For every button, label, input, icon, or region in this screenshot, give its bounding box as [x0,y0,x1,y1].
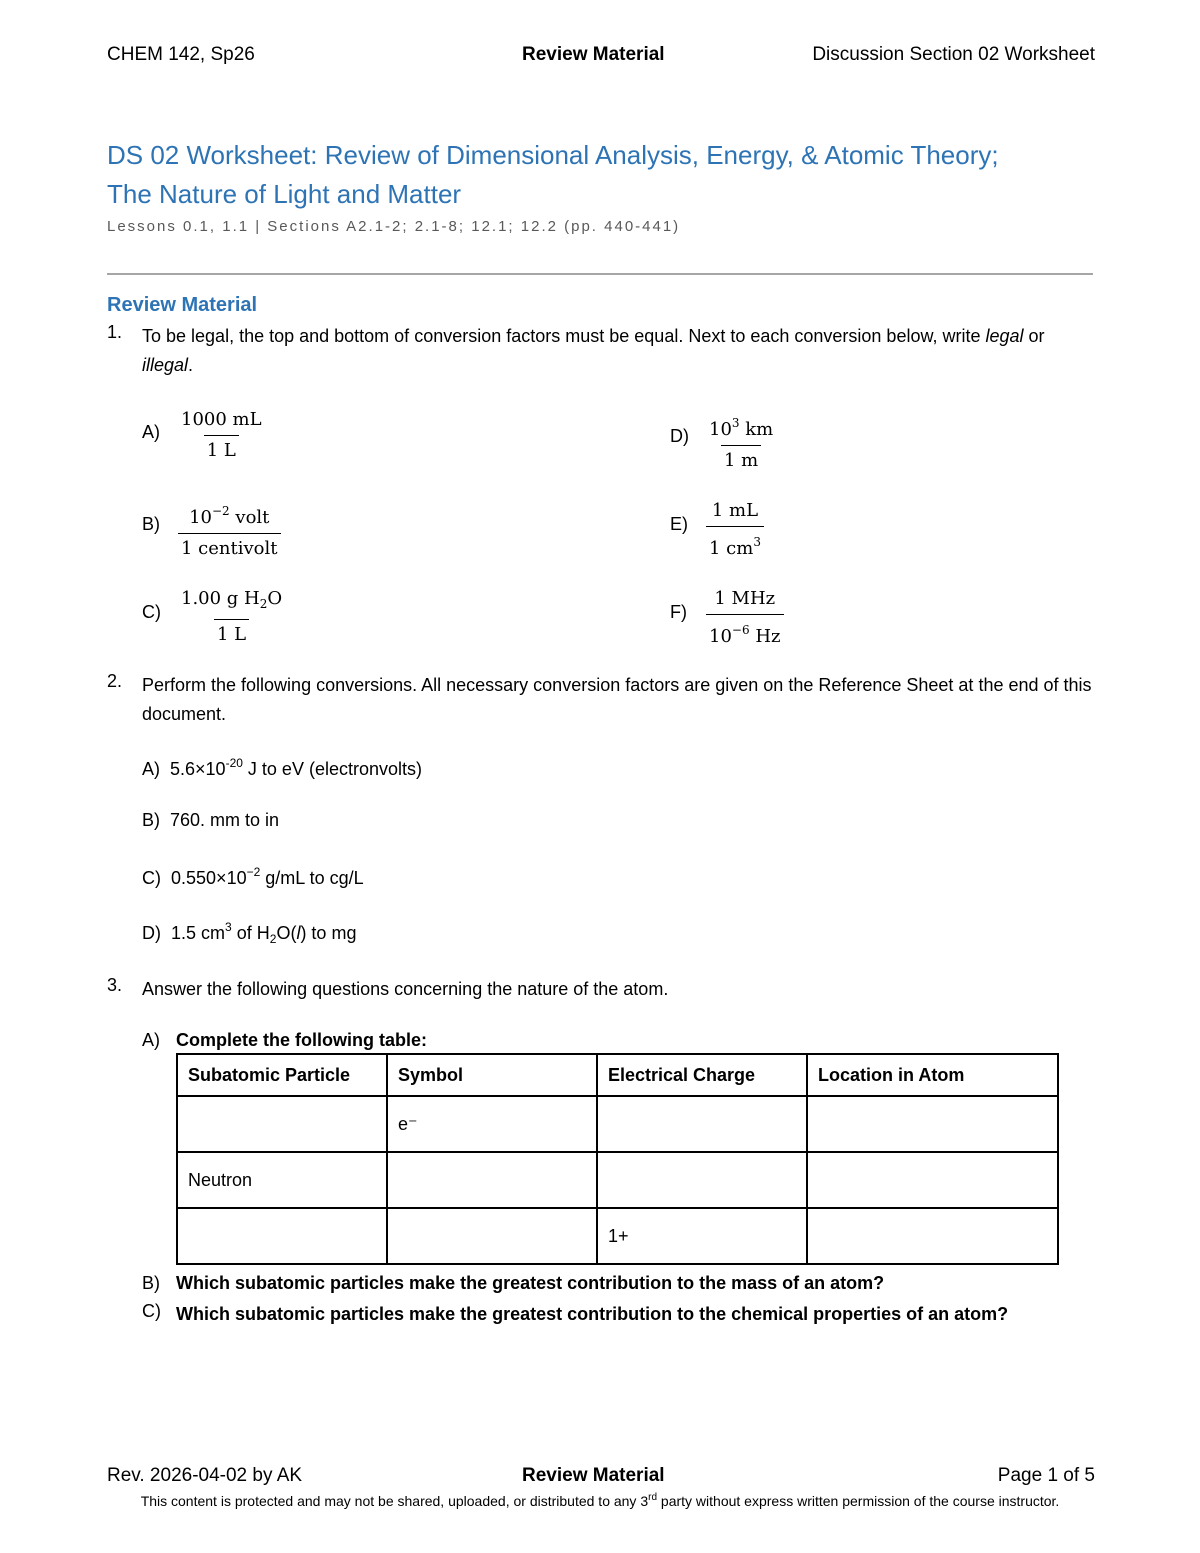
q1d-denominator: 1 m [721,445,761,476]
table-header-cell: Subatomic Particle [177,1054,387,1096]
q1a-numerator: 1000 mL [181,409,262,430]
q1e-numerator: 1 mL [711,500,759,521]
q1b-denominator: 1 centivolt [178,533,281,564]
q1b-fraction [178,496,281,564]
header-worksheet: Discussion Section 02 Worksheet [812,44,1095,65]
page-title-line1: DS 02 Worksheet: Review of Dimensional Analysis, Energy, & Atomic Theory; [107,140,999,170]
q3a-label: A) [142,1030,160,1050]
q1d-label: D) [670,426,689,446]
copyright-notice: This content is protected and may not be shared, uploaded, or distributed to any 3rd party without express written permission of the course instructor. [140,1492,1060,1509]
q1d-fraction [706,408,776,476]
q1e-label: E) [670,514,688,534]
table-cell[interactable] [387,1208,597,1264]
q3b-label: B) [142,1273,160,1293]
q1e-denominator: 1 $cm^3$ [706,526,764,564]
table-row [177,1152,1058,1208]
q3c-label: C) [142,1301,161,1321]
table-header-cell: Location in Atom [807,1054,1058,1096]
q1b-numerator: $10^{-2}$ volt [189,504,270,528]
table-header-cell: Electrical Charge [597,1054,807,1096]
table-cell[interactable] [387,1152,597,1208]
table-cell[interactable] [177,1208,387,1264]
table-cell[interactable]: e⁻ [387,1096,597,1152]
table-row [177,1096,1058,1152]
q1-number: 1. [107,322,123,342]
q2c-item: C) $0.550\times 10^{-2}$ g/mL to cg/L [142,865,364,888]
table-cell[interactable]: Neutron [177,1152,387,1208]
footer-section: Review Material [522,1465,665,1486]
table-cell[interactable]: 1+ [597,1208,807,1264]
q1-text: To be legal, the top and bottom of conversion factors must be equal. Next to each conversion below, write legal or illegal. [142,326,1045,375]
table-cell[interactable] [807,1152,1058,1208]
table-cell[interactable] [807,1096,1058,1152]
q3c-text: Which subatomic particles make the greatest contribution to the chemical properties of an atom? [176,1304,1009,1324]
q3a-text: Complete the following table: [176,1030,427,1050]
q3b-text: Which subatomic particles make the greatest contribution to the mass of an atom? [176,1273,885,1293]
q1a-fraction [178,405,265,466]
title-divider [107,273,1093,275]
q1a-label: A) [142,422,160,442]
q1c-fraction [178,584,285,650]
q2-text: Perform the following conversions. All necessary conversion factors are given on the Reference Sheet at the end of this document. [142,675,1092,724]
subatomic-table [176,1053,1059,1265]
q1c-numerator: 1.00 g $H_2O$ [181,588,283,611]
table-cell[interactable] [807,1208,1058,1264]
q1d-numerator: $10^3$ km [709,416,774,440]
q2a-item: A) $5.6\times 10^{-20}$ J to eV (electronvolts) [142,756,422,779]
q2b-item: B) 760. mm to in [142,810,280,830]
q1f-label: F) [670,602,687,622]
q2-number: 2. [107,671,123,691]
table-cell[interactable] [597,1096,807,1152]
table-row [177,1208,1058,1264]
q1f-fraction [706,584,784,652]
q3-number: 3. [107,975,123,995]
q1a-denominator: 1 L [204,435,239,466]
lessons-line: Lessons 0.1, 1.1 | Sections A2.1-2; 2.1-8; 12.1; 12.2 (pp. 440-441) [107,218,681,235]
header-section: Review Material [522,44,665,65]
q1c-label: C) [142,602,161,622]
q1c-denominator: 1 L [214,619,249,650]
section-heading: Review Material [107,294,258,316]
footer-revision: Rev. 2026-04-02 by AK [107,1465,303,1486]
table-header-row [177,1054,1058,1096]
q3-text: Answer the following questions concerning the nature of the atom. [142,979,669,999]
table-header-cell: Symbol [387,1054,597,1096]
q2d-item: D) 1.5 $cm^3$ of $H_2O(l)$ to mg [142,920,357,946]
q1f-numerator: 1 MHz [714,588,776,609]
table-cell[interactable] [597,1152,807,1208]
q1b-label: B) [142,514,160,534]
table-cell[interactable] [177,1096,387,1152]
q1e-fraction [706,496,764,564]
footer-page-number: Page 1 of 5 [997,1465,1095,1486]
page-title-line2: The Nature of Light and Matter [107,179,462,209]
q1f-denominator: $10^{-6}$ Hz [706,614,784,652]
header-course: CHEM 142, Sp26 [107,44,255,65]
